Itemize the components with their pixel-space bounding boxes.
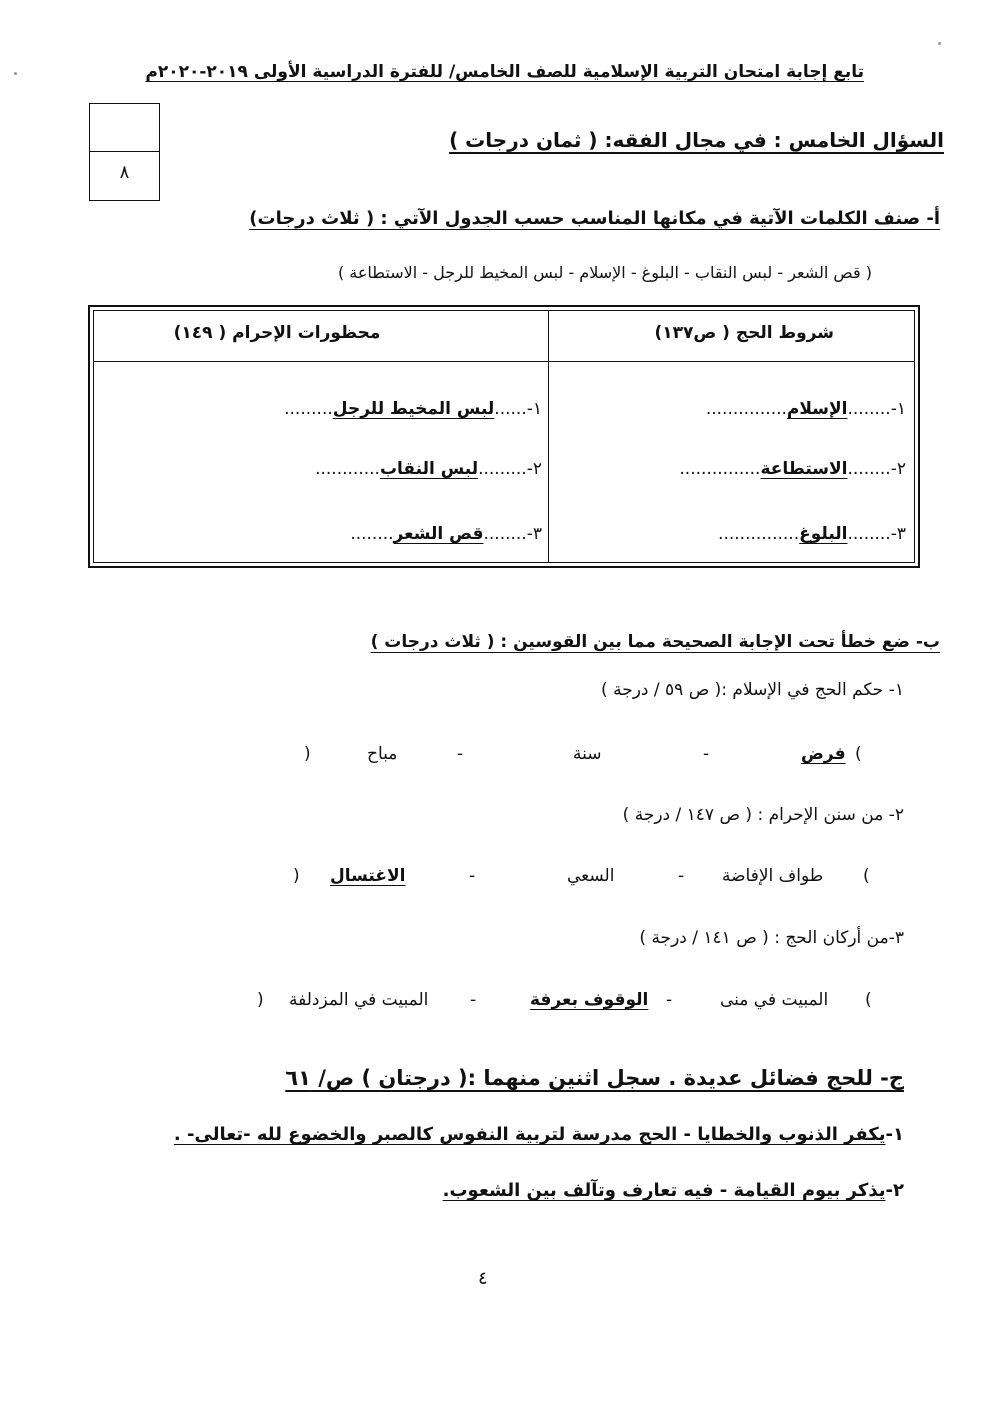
- row-answer: لبس النقاب: [379, 459, 479, 479]
- q2-open-paren: (: [863, 866, 870, 886]
- row-dots: ...............: [679, 459, 761, 479]
- scan-speck: [14, 72, 17, 75]
- q1-option: سنة: [573, 744, 602, 764]
- classification-table: [88, 305, 920, 568]
- table-row: [315, 459, 542, 479]
- q1-separator: -: [703, 744, 710, 764]
- question-3-text: ٣-من أركان الحج : ( ص ١٤١ / درجة ): [639, 928, 904, 948]
- question-1-text: ١- حكم الحج في الإسلام :( ص ٥٩ / درجة ): [601, 680, 904, 700]
- q3-option-correct: الوقوف بعرفة: [530, 990, 649, 1010]
- row-number: ٣-........: [847, 524, 906, 544]
- row-answer: الاستطاعة: [760, 459, 848, 479]
- row-answer: لبس المخيط للرجل: [332, 399, 495, 419]
- table-row: [350, 524, 542, 544]
- row-number: ٣-........: [483, 524, 542, 544]
- virtue-answer-2: [443, 1180, 904, 1201]
- row-dots: ...............: [718, 524, 800, 544]
- q1-open-paren: (: [855, 744, 862, 764]
- score-box-blank: [90, 104, 159, 152]
- q1-option: مباح: [367, 744, 398, 764]
- question-2-text: ٢- من سنن الإحرام : ( ص ١٤٧ / درجة ): [622, 805, 904, 825]
- q2-separator: -: [469, 866, 476, 886]
- row-dots: .........: [284, 399, 333, 419]
- q3-open-paren: (: [865, 990, 872, 1010]
- word-bank: ( قص الشعر - لبس النقاب - البلوغ - الإسلام - لبس المخيط للرجل - الاستطاعة ): [337, 263, 872, 282]
- row-number: ٢-.........: [478, 459, 542, 479]
- table-column-divider: [548, 311, 549, 562]
- q2-option: طواف الإفاضة: [722, 866, 824, 886]
- q3-option: المبيت في منى: [720, 990, 829, 1010]
- score-box: [89, 103, 160, 201]
- table-header-ihram-prohibitions: محظورات الإحرام ( ١٤٩): [173, 323, 381, 343]
- q1-separator: -: [457, 744, 464, 764]
- answer-number: ٢-: [885, 1180, 904, 1201]
- q2-option: السعي: [567, 866, 615, 886]
- row-answer: قص الشعر: [393, 524, 484, 544]
- q2-separator: -: [678, 866, 685, 886]
- row-number: ١-......: [494, 399, 542, 419]
- q1-option-correct: فرض: [801, 744, 846, 764]
- part-b-title: ب- ضع خطأ تحت الإجابة الصحيحة مما بين القوسين : ( ثلاث درجات ): [370, 632, 940, 652]
- page-number: ٤: [478, 1268, 488, 1289]
- q3-separator: -: [470, 990, 477, 1010]
- row-dots: ...............: [705, 399, 787, 419]
- table-header-hajj-conditions: شروط الحج ( ص١٣٧): [654, 323, 834, 343]
- row-answer: البلوغ: [799, 524, 848, 544]
- table-row: [284, 399, 542, 419]
- row-dots: ........: [350, 524, 394, 544]
- part-a-title: أ- صنف الكلمات الآتية في مكانها المناسب حسب الجدول الآتي : ( ثلاث درجات): [249, 208, 940, 229]
- q2-option-correct: الاغتسال: [330, 866, 406, 886]
- table-inner-frame: [93, 310, 915, 563]
- question-five-title: السؤال الخامس : في مجال الفقه: ( ثمان درجات ): [449, 128, 944, 152]
- table-row: [679, 459, 906, 479]
- row-number: ٢-........: [847, 459, 906, 479]
- answer-number: ١-: [885, 1124, 904, 1145]
- table-header-divider: [94, 361, 914, 362]
- answer-text: يكفر الذنوب والخطايا - الحج مدرسة لتربية النفوس كالصبر والخضوع لله -تعالى- .: [173, 1124, 886, 1145]
- virtue-answer-1: [174, 1124, 904, 1145]
- q3-separator: -: [666, 990, 673, 1010]
- q1-close-paren: ): [304, 744, 311, 764]
- row-dots: ............: [315, 459, 380, 479]
- scan-speck: [938, 42, 941, 45]
- q3-close-paren: ): [257, 990, 264, 1010]
- answer-text: يذكر بيوم القيامة - فيه تعارف وتآلف بين الشعوب.: [442, 1180, 886, 1201]
- score-value: ٨: [119, 162, 130, 183]
- row-number: ١-........: [847, 399, 906, 419]
- q2-close-paren: ): [293, 866, 300, 886]
- q3-option: المبيت في المزدلفة: [289, 990, 429, 1010]
- part-c-title: ج- للحج فضائل عديدة . سجل اثنين منهما :( درجتان ) ص/ ٦١: [285, 1066, 904, 1090]
- row-answer: الإسلام: [786, 399, 848, 419]
- page-header-title: تابع إجابة امتحان التربية الإسلامية للصف الخامس/ للفترة الدراسية الأولى ٢٠١٩-٢٠٢٠م: [145, 62, 864, 82]
- table-row: [718, 524, 906, 544]
- table-row: [706, 399, 906, 419]
